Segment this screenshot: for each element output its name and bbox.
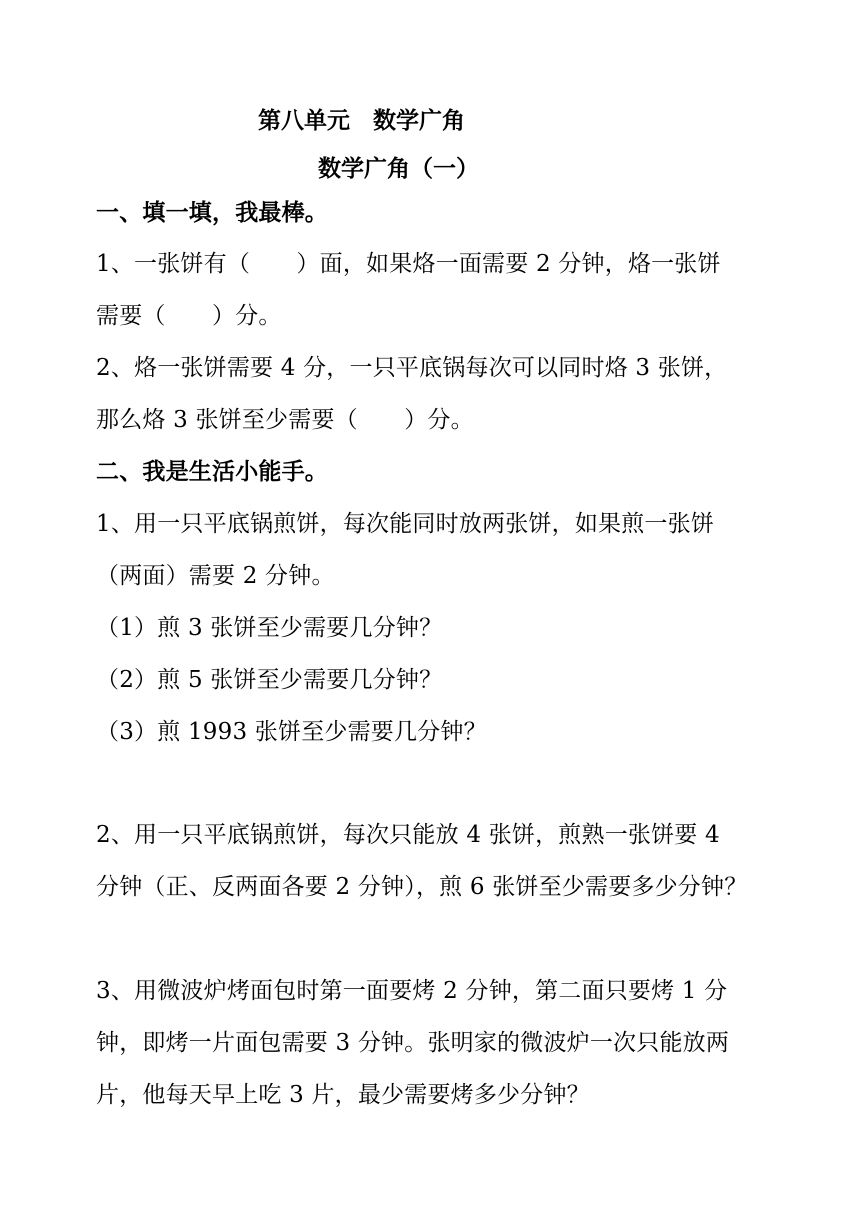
section-2-question-2-line-2: 分钟（正、反两面各要 2 分钟），煎 6 张饼至少需要多少分钟？	[96, 874, 748, 900]
lesson-title: 数学广角（一）	[318, 156, 479, 182]
section-2-question-3-line-3: 片，他每天早上吃 3 片，最少需要烤多少分钟？	[96, 1082, 590, 1108]
section-1-question-2-line-2: 那么烙 3 张饼至少需要（ ）分。	[96, 407, 474, 433]
section-2-question-2-line-1: 2、用一只平底锅煎饼，每次只能放 4 张饼，煎熟一张饼要 4	[96, 822, 720, 848]
section-1-question-2-line-1: 2、烙一张饼需要 4 分，一只平底锅每次可以同时烙 3 张饼，	[96, 355, 728, 381]
section-2-question-1-sub-1: （1）煎 3 张饼至少需要几分钟？	[96, 615, 443, 641]
section-1-question-1-line-1: 1、一张饼有（ ）面，如果烙一面需要 2 分钟，烙一张饼	[96, 251, 721, 277]
unit-title: 第八单元 数学广角	[258, 108, 465, 134]
section-2-question-1-line-1: 1、用一只平底锅煎饼，每次能同时放两张饼，如果煎一张饼	[96, 511, 715, 537]
section-1-question-1-line-2: 需要（ ）分。	[96, 303, 282, 329]
section-2-question-1-line-2: （两面）需要 2 分钟。	[96, 563, 335, 589]
section-1-heading: 一、填一填，我最棒。	[96, 200, 328, 226]
section-2-question-3-line-1: 3、用微波炉烤面包时第一面要烤 2 分钟，第二面只要烤 1 分	[96, 978, 728, 1004]
section-2-question-1-sub-2: （2）煎 5 张饼至少需要几分钟？	[96, 667, 443, 693]
section-2-question-1-sub-3: （3）煎 1993 张饼至少需要几分钟？	[96, 719, 487, 745]
section-2-heading: 二、我是生活小能手。	[96, 459, 328, 485]
section-2-question-3-line-2: 钟，即烤一片面包需要 3 分钟。张明家的微波炉一次只能放两	[96, 1030, 730, 1056]
